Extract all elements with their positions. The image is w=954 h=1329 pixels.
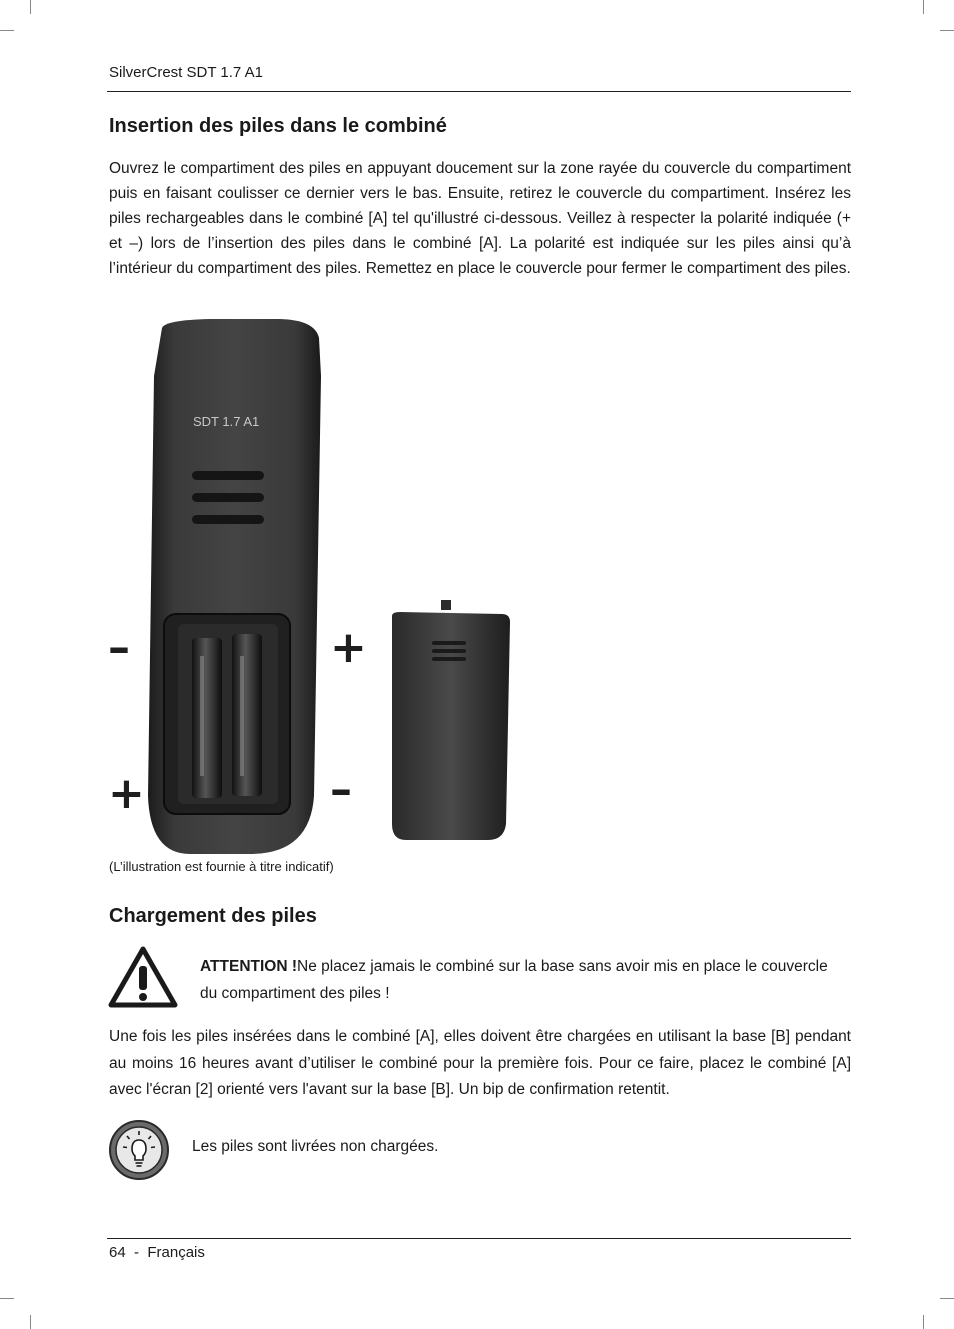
tip-message: Les piles sont livrées non chargées. (192, 1138, 439, 1155)
crop-mark (30, 1315, 31, 1329)
header-rule (107, 91, 851, 92)
running-header: SilverCrest SDT 1.7 A1 (109, 64, 263, 81)
crop-mark (923, 1315, 924, 1329)
crop-mark (940, 1298, 954, 1299)
page-footer: 64 - Français (109, 1244, 205, 1261)
polarity-minus-top-left: – (108, 622, 130, 673)
crop-mark (923, 0, 924, 14)
battery-illustration (100, 316, 520, 856)
warning-message (200, 953, 840, 1007)
insertion-paragraph: Ouvrez le compartiment des piles en appuyant doucement sur la zone rayée du couvercle du compartiment puis en faisant coulisser ce dernier vers le bas. Ensuite, retirez le couvercle du compartiment. Insérez les piles rechargeables dans le combiné [A] tel qu'illustré ci-dessous. Veillez à respecter la polarité indiquée (+ et –) lors de l’insertion des piles dans le combiné [A]. La polarité est indiquée sur les piles ainsi qu’à l’intérieur du compartiment des piles. Remettez en place le couvercle pour fermer le compartiment des piles. (109, 160, 851, 277)
crop-mark (30, 0, 31, 14)
polarity-plus-bottom-left: + (108, 768, 145, 819)
crop-mark (0, 30, 14, 31)
section-heading-insertion: Insertion des piles dans le combiné (109, 115, 447, 137)
lightbulb-icon (108, 1119, 170, 1181)
charging-paragraph: Une fois les piles insérées dans le combiné [A], elles doivent être chargées en utilisant la base [B] pendant au moins 16 heures avant d’utiliser le combiné pour la première fois. Pour ce faire, placez le combiné [A] avec l'écran [2] orienté vers l'avant sur la base [B]. Un bip de confirmation retentit. (109, 1028, 851, 1098)
handset-back-image (100, 316, 520, 856)
illustration-caption: (L’illustration est fournie à titre indicatif) (109, 859, 334, 874)
model-label: SDT 1.7 A1 (193, 414, 260, 429)
crop-mark (0, 1298, 14, 1299)
footer-rule (107, 1238, 851, 1239)
warning-text: Ne placez jamais le combiné sur la base sans avoir mis en place le couvercle du compartiment des piles ! (200, 958, 828, 1002)
polarity-minus-bottom-right: – (330, 764, 352, 815)
warning-label: ATTENTION ! (200, 958, 298, 975)
polarity-plus-top-right: + (330, 622, 367, 673)
crop-mark (940, 30, 954, 31)
section-heading-charging: Chargement des piles (109, 905, 317, 927)
warning-icon (108, 946, 178, 1008)
